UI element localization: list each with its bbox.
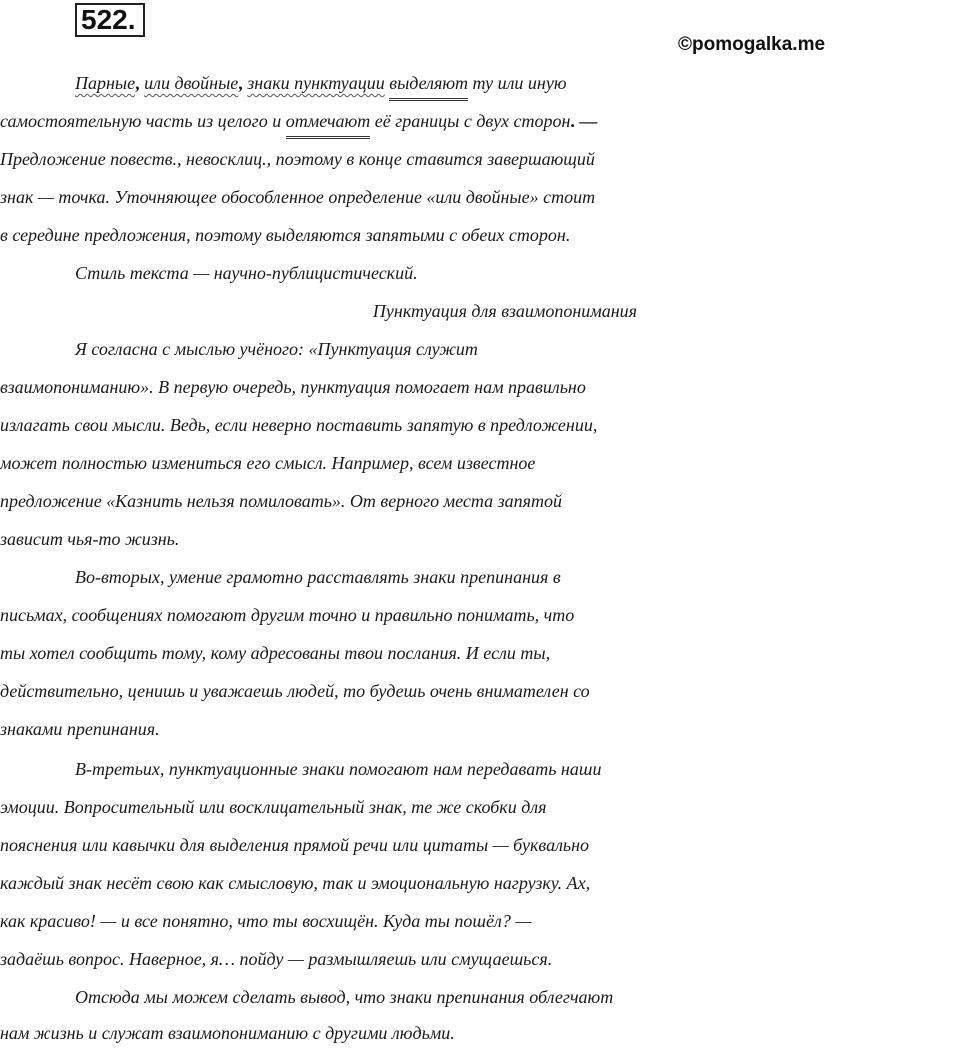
comma: , (135, 73, 140, 93)
text-line (0, 102, 960, 140)
text-fragment: её границы с двух сторон (370, 111, 571, 131)
text-line: эмоции. Вопросительный или восклицательный знак, те же скобки для (0, 797, 547, 817)
text-line: предложение «Казнить нельзя помиловать». От верного места запятой (0, 491, 563, 511)
text-line: письмах, сообщениях помогают другим точно и правильно понимать, что (0, 605, 575, 625)
text-fragment: . — (570, 111, 598, 131)
text-line (0, 64, 960, 102)
text-line: излагать свои мысли. Ведь, если неверно поставить запятую в предложении, (0, 415, 598, 435)
text-line: нам жизнь и служат взаимопониманию с другими людьми. (0, 1023, 455, 1043)
text-line: действительно, ценишь и уважаешь людей, то будешь очень внимателен со (0, 681, 590, 701)
text-line: знак — точка. Уточняющее обособленное определение «или двойные» стоит (0, 187, 596, 207)
style-line: Стиль текста — научно-публицистический. (75, 263, 418, 283)
text-line: может полностью измениться его смысл. Например, всем известное (0, 453, 536, 473)
text-line: задаёшь вопрос. Наверное, я… пойду — размышляешь или смущаешься. (0, 949, 553, 969)
subject-word: Парные (75, 73, 136, 93)
comma: , (238, 73, 243, 93)
watermark: ©pomogalka.me (678, 34, 826, 55)
text-fragment: ту или иную (468, 73, 567, 93)
text-line: Отсюда мы можем сделать вывод, что знаки препинания облегчают (75, 987, 614, 1007)
text-line: Во-вторых, умение грамотно расставлять знаки препинания в (75, 567, 561, 587)
subject-word: знаки пунктуации (247, 73, 385, 93)
text-line: Я согласна с мыслью учёного: «Пунктуация служит (75, 339, 478, 359)
predicate-word: отмечают (286, 106, 371, 139)
text-line: как красиво! — и все понятно, что ты восхищён. Куда ты пошёл? — (0, 911, 532, 931)
predicate-word: выделяют (389, 68, 468, 101)
text-line: знаками препинания. (0, 719, 160, 739)
essay-title: Пунктуация для взаимопонимания (372, 301, 638, 321)
text-fragment: самостоятельную часть из целого и (0, 111, 286, 131)
text-line: в середине предложения, поэтому выделяются запятыми с обеих сторон. (0, 225, 571, 245)
text-line: В-третьих, пунктуационные знаки помогают нам передавать наши (75, 759, 602, 779)
task-number: 522. (81, 4, 136, 35)
text-line: зависит чья-то жизнь. (0, 529, 180, 549)
text-line: пояснения или кавычки для выделения прямой речи или цитаты — буквально (0, 835, 590, 855)
subject-word: или двойные (144, 73, 239, 93)
text-line: каждый знак несёт свою как смысловую, так и эмоциональную нагрузку. Ах, (0, 873, 591, 893)
text-line: взаимопониманию». В первую очередь, пунктуация помогает нам правильно (0, 377, 586, 397)
text-line: ты хотел сообщить тому, кому адресованы твои послания. И если ты, (0, 643, 551, 663)
text-line: Предложение повеств., невосклиц., поэтому в конце ставится завершающий (0, 149, 595, 169)
